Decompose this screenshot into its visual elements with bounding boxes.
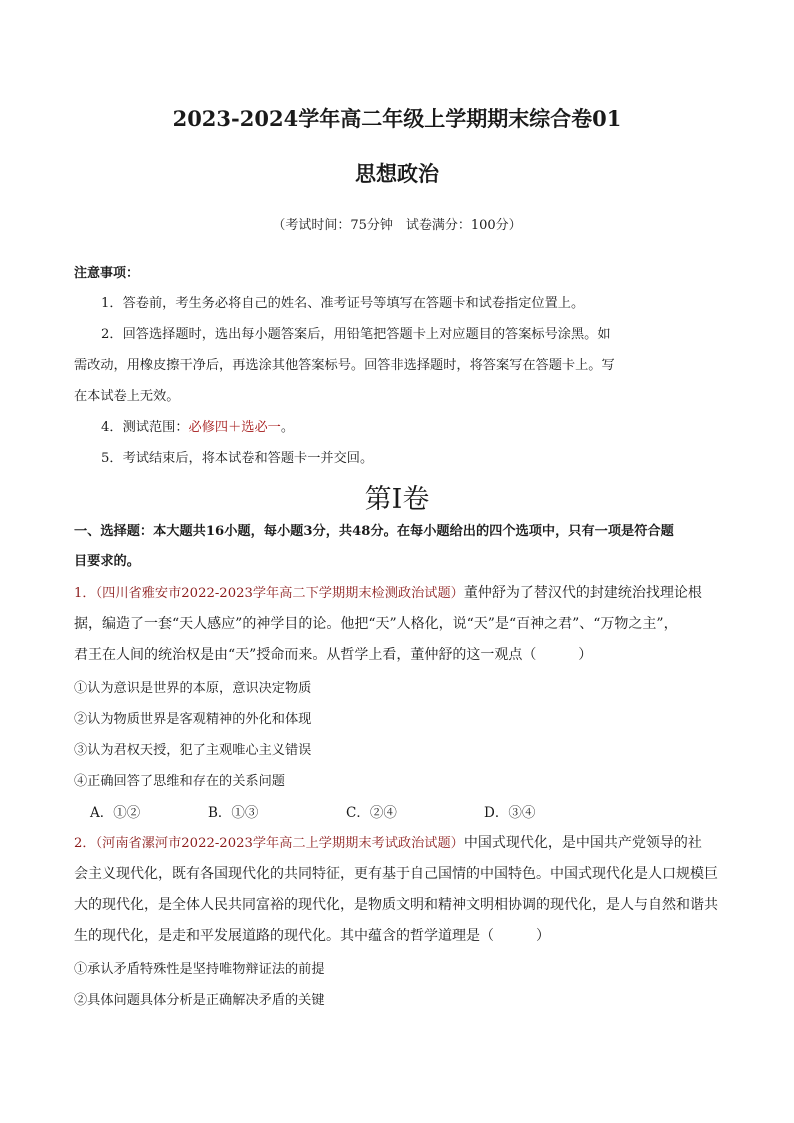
question-1-option-a: A．①② xyxy=(90,805,141,821)
notice-item-2-line-1: 2．回答选择题时，选出每小题答案后，用铅笔把答题卡上对应题目的答案标号涂黑。如 xyxy=(101,327,611,342)
notice-item-2-line-2: 需改动，用橡皮擦干净后，再选涂其他答案标号。回答非选择题时，将答案写在答题卡上。写 xyxy=(74,358,615,373)
question-1-option-b: B．①③ xyxy=(208,805,259,821)
question-1-stem-start: 董仲舒为了替汉代的封建统治找理论根 xyxy=(463,585,702,601)
notice-item-5: 5．考试结束后，将本试卷和答题卡一并交回。 xyxy=(101,451,374,466)
test-range: 必修四＋选必一 xyxy=(188,420,281,435)
question-2-number: 2． xyxy=(74,836,96,851)
question-1-option-d: D．③④ xyxy=(484,805,536,821)
question-2-statement-2: ②具体问题具体分析是正确解决矛盾的关键 xyxy=(74,993,325,1008)
notice-item-4-suffix: 。 xyxy=(280,420,295,435)
section-heading-line-1: 一、选择题：本大题共16小题，每小题3分，共48分。在每小题给出的四个选项中，只有一项是符合题 xyxy=(74,524,674,539)
question-1-source: （四川省雅安市2022-2023学年高二下学期期末检测政治试题） xyxy=(95,586,464,601)
question-1-stem-line-1 xyxy=(74,582,702,602)
question-2-stem-line-2: 会主义现代化，既有各国现代化的共同特征，更有基于自己国情的中国特色。中国式现代化是人口规模巨 xyxy=(74,866,718,882)
exam-info: （考试时间：75分钟 试卷满分：100分） xyxy=(272,218,522,233)
question-1-statement-3: ③认为君权天授，犯了主观唯心主义错误 xyxy=(74,743,312,758)
question-1-statement-1: ①认为意识是世界的本原，意识决定物质 xyxy=(74,681,312,696)
question-2-statement-1: ①承认矛盾特殊性是坚持唯物辩证法的前提 xyxy=(74,962,325,977)
question-2-stem-line-4: 生的现代化，是走和平发展道路的现代化。其中蕴含的哲学道理是（ ） xyxy=(74,928,550,944)
question-2-source: （河南省漯河市2022-2023学年高二上学期期末考试政治试题） xyxy=(95,836,464,851)
question-2-stem-line-1 xyxy=(74,832,702,852)
question-1-stem-line-2: 据，编造了一套“天人感应”的神学目的论。他把“天”人格化，说“天”是“百神之君”、“万物之主”， xyxy=(74,616,678,632)
notice-item-1: 1．答卷前，考生务必将自己的姓名、准考证号等填写在答题卡和试卷指定位置上。 xyxy=(101,296,585,311)
notice-item-2-line-3: 在本试卷上无效。 xyxy=(74,389,180,404)
question-1-option-c: C．②④ xyxy=(346,805,397,821)
subject-title: 思想政治 xyxy=(355,161,439,186)
exam-title: 2023-2024学年高二年级上学期期末综合卷01 xyxy=(172,106,622,131)
question-2-stem-start: 中国式现代化，是中国共产党领导的社 xyxy=(463,835,702,851)
question-1-stem-line-3: 君王在人间的统治权是由“天”授命而来。从哲学上看，董仲舒的这一观点（ ） xyxy=(74,647,593,663)
question-1-number: 1． xyxy=(74,586,96,601)
part-title: 第Ⅰ卷 xyxy=(364,484,430,515)
section-heading-line-2: 目要求的。 xyxy=(74,554,140,569)
notice-item-4 xyxy=(101,416,294,435)
question-2-stem-line-3: 大的现代化，是全体人民共同富裕的现代化，是物质文明和精神文明相协调的现代化，是人与自然和谐共 xyxy=(74,897,718,913)
question-1-statement-2: ②认为物质世界是客观精神的外化和体现 xyxy=(74,712,312,727)
notice-item-4-prefix: 4．测试范围： xyxy=(101,420,189,435)
question-1-statement-4: ④正确回答了思维和存在的关系问题 xyxy=(74,774,285,789)
notice-heading: 注意事项： xyxy=(74,266,140,281)
